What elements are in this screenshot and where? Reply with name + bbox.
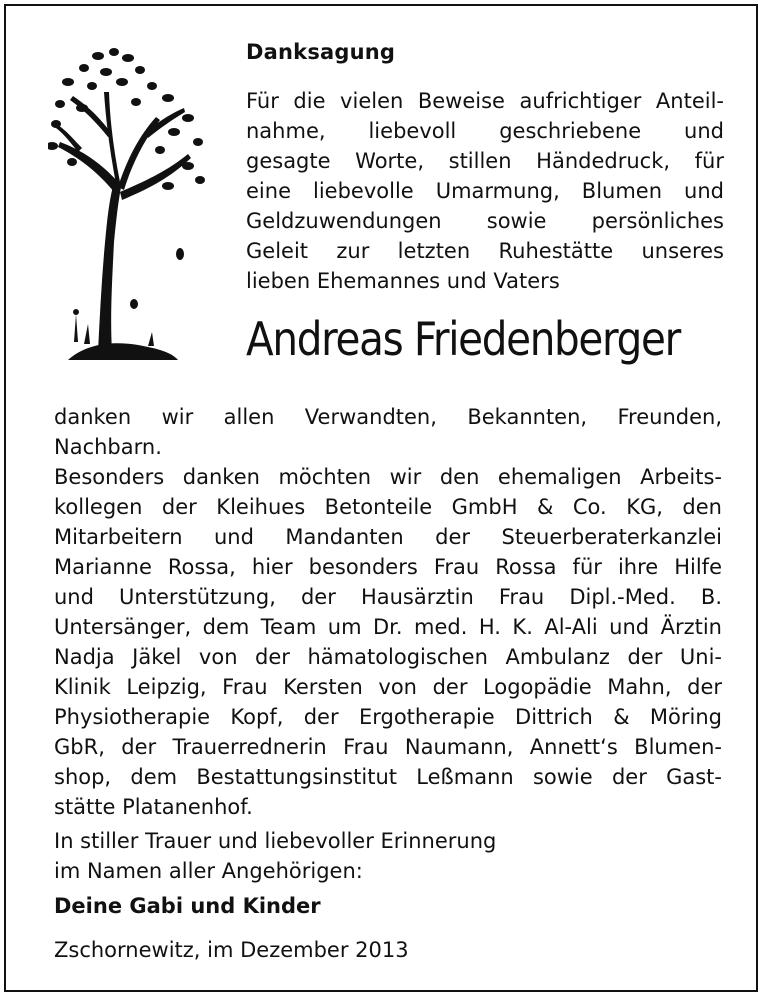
- place-date: Zschornewitz, im Dezember 2013: [54, 938, 409, 962]
- signature: Deine Gabi und Kinder: [54, 894, 321, 918]
- body-line: stätte Platanenhof.: [54, 795, 253, 819]
- intro-line: eine liebevolle Umarmung, Blumen und: [246, 179, 724, 203]
- tree-icon: [48, 42, 208, 372]
- body-line: Besonders danken möchten wir den ehemaligen Arbeits-: [54, 465, 722, 489]
- body-line: Klinik Leipzig, Frau Kersten von der Logopädie Mahn, der: [54, 675, 722, 699]
- body-line: Physiotherapie Kopf, der Ergotherapie Dittrich & Möring: [54, 705, 722, 729]
- deceased-name: Andreas Friedenberger: [246, 312, 680, 366]
- intro-line: nahme, liebevoll geschriebene und: [246, 119, 724, 143]
- body-line: Nadja Jäkel von der hämatologischen Ambulanz der Uni-: [54, 645, 722, 669]
- obituary-card: [4, 4, 758, 992]
- closing-line: In stiller Trauer und liebevoller Erinnerung: [54, 829, 497, 853]
- intro-line: Geldzuwendungen sowie persönliches: [246, 209, 724, 233]
- body-line: Marianne Rossa, hier besonders Frau Rossa für ihre Hilfe: [54, 555, 722, 579]
- body-line: und Unterstützung, der Hausärztin Frau Dipl.-Med. B.: [54, 585, 722, 609]
- intro-line: Geleit zur letzten Ruhestätte unseres: [246, 239, 724, 263]
- body-line: Mitarbeitern und Mandanten der Steuerberaterkanzlei: [54, 525, 722, 549]
- body-line: Untersänger, dem Team um Dr. med. H. K. Al-Ali und Ärztin: [54, 615, 722, 639]
- closing-line: im Namen aller Angehörigen:: [54, 859, 363, 883]
- body-line: Nachbarn.: [54, 435, 162, 459]
- intro-line: gesagte Worte, stillen Händedruck, für: [246, 149, 724, 173]
- body-line: shop, dem Bestattungsinstitut Leßmann sowie der Gast-: [54, 765, 722, 789]
- intro-line: Für die vielen Beweise aufrichtiger Anteil-: [246, 89, 724, 113]
- intro-paragraph: [246, 86, 724, 296]
- body-line: GbR, der Trauerrednerin Frau Naumann, Annett‘s Blumen-: [54, 735, 722, 759]
- body-line: danken wir allen Verwandten, Bekannten, Freunden,: [54, 405, 722, 429]
- closing-text: [54, 826, 496, 886]
- heading: Danksagung: [246, 40, 396, 64]
- body-line: kollegen der Kleihues Betonteile GmbH & Co. KG, den: [54, 495, 722, 519]
- body-paragraph: [54, 402, 722, 822]
- intro-line: lieben Ehemannes und Vaters: [246, 269, 560, 293]
